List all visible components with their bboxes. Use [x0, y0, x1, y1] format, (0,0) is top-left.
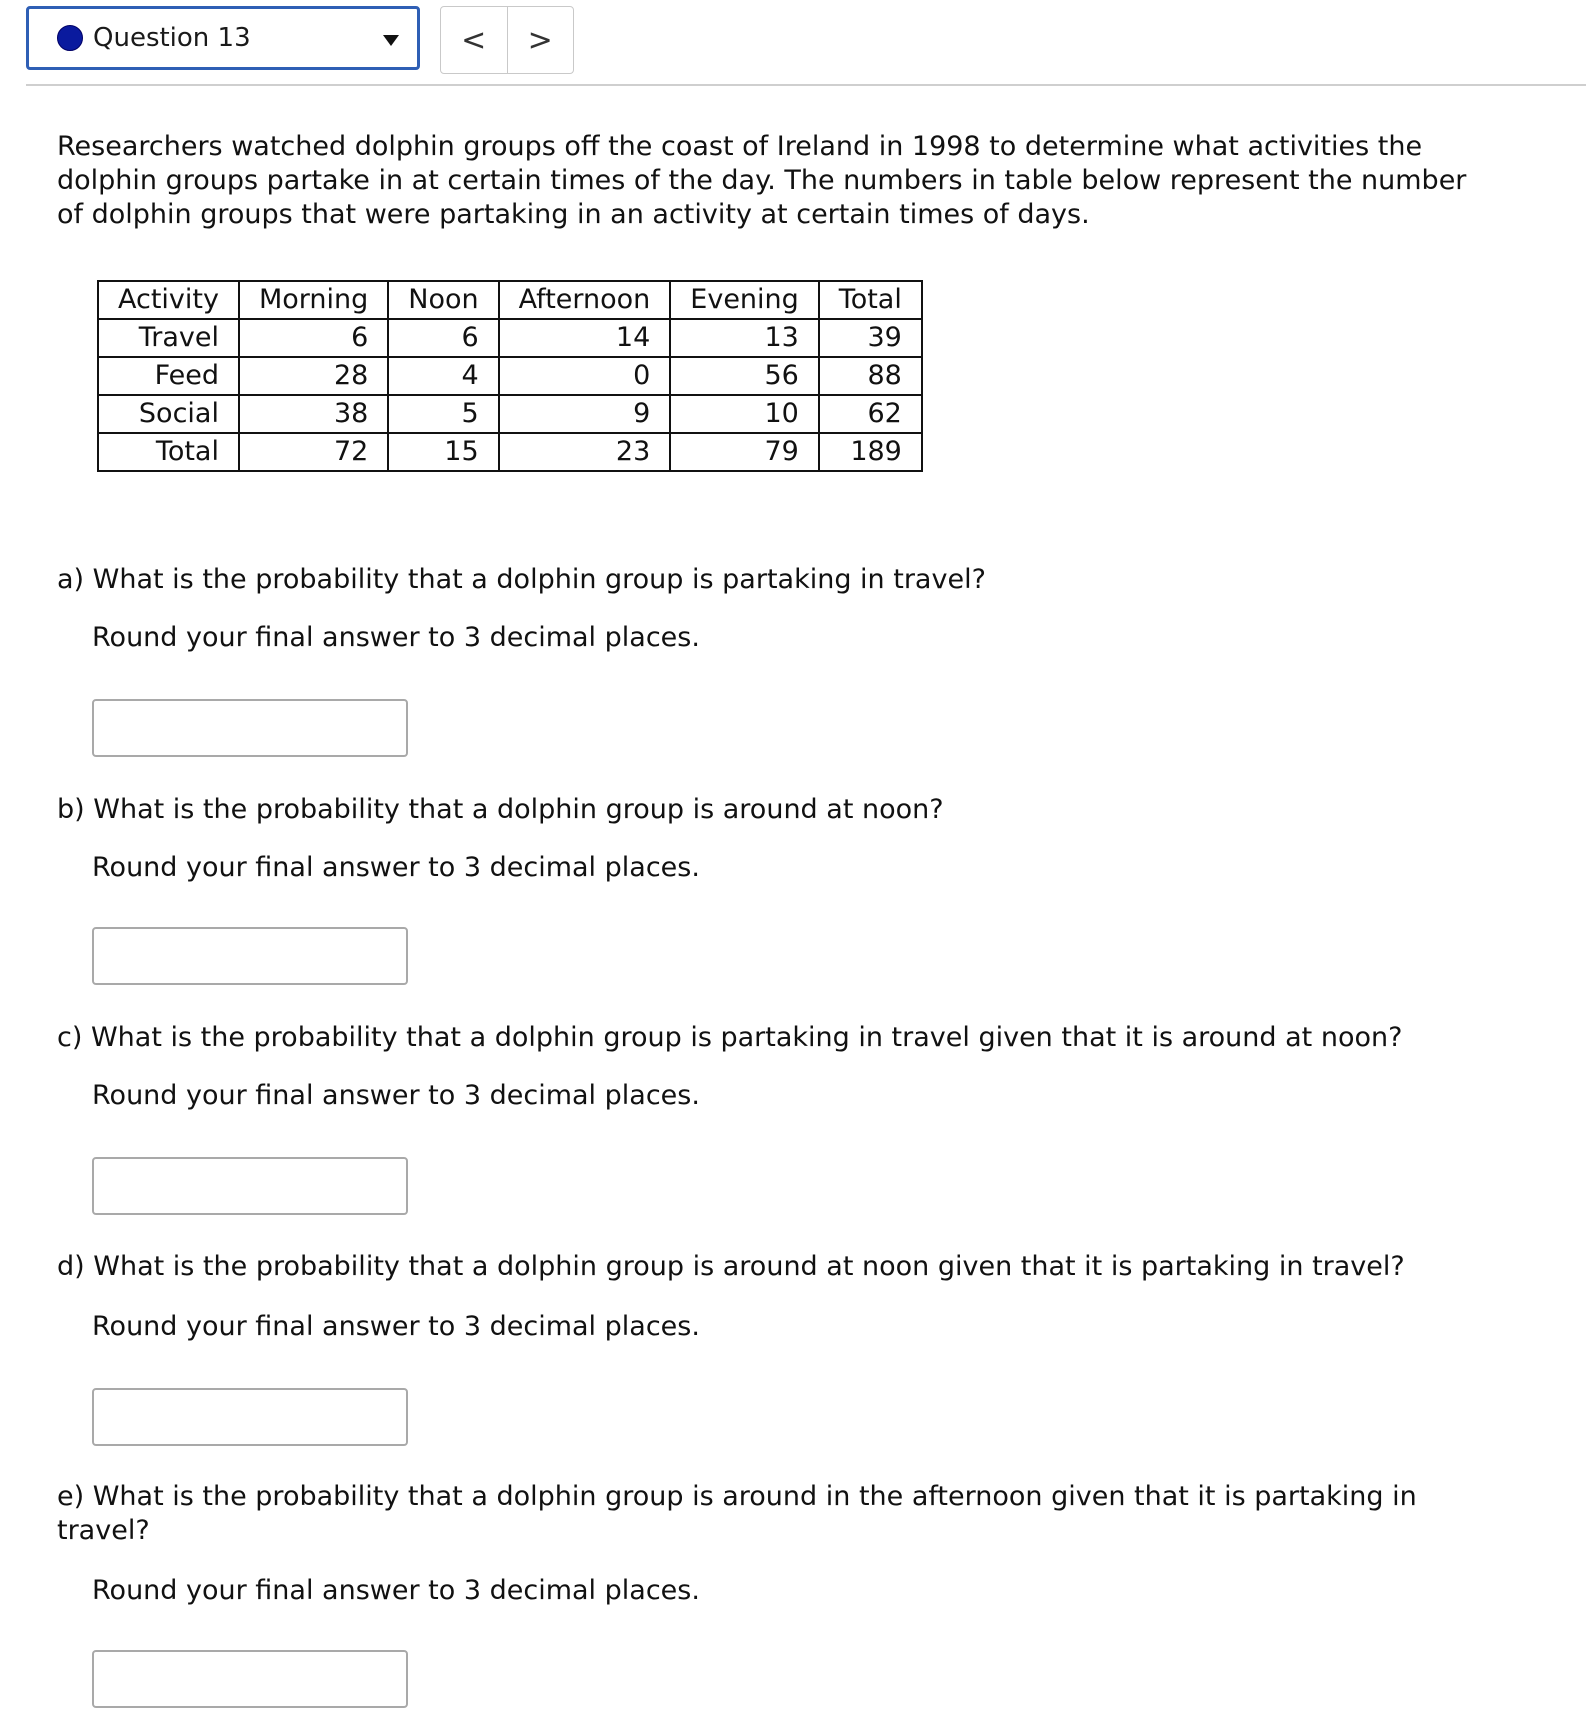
table-cell: 4: [388, 357, 498, 395]
table-cell: 23: [499, 433, 671, 471]
question-selector[interactable]: [26, 6, 420, 70]
table-header-cell: Evening: [670, 281, 819, 319]
question-a-text: a) What is the probability that a dolphin group is partaking in travel?: [57, 564, 986, 595]
question-header: [26, 6, 1586, 86]
question-c-instruction: Round your final answer to 3 decimal places.: [92, 1080, 700, 1111]
table-cell: 38: [239, 395, 388, 433]
table-header-cell: Total: [819, 281, 922, 319]
table-cell: 62: [819, 395, 922, 433]
question-d-text: d) What is the probability that a dolphin group is around at noon given that it is partaking in travel?: [57, 1251, 1405, 1282]
question-e-instruction: Round your final answer to 3 decimal places.: [92, 1575, 700, 1606]
table-cell: Travel: [98, 319, 239, 357]
table-cell: Total: [98, 433, 239, 471]
question-nav: [440, 6, 574, 74]
question-e: [57, 1480, 1537, 1608]
question-intro: Researchers watched dolphin groups off the coast of Ireland in 1998 to determine what activities the dolphin groups partake in at certain times of the day. The numbers in table below represent the number of dolphin groups that were partaking in an activity at certain times of days.: [57, 131, 1467, 230]
table-cell: 189: [819, 433, 922, 471]
table-cell: 88: [819, 357, 922, 395]
table-cell: 9: [499, 395, 671, 433]
table-header-cell: Morning: [239, 281, 388, 319]
answer-input-b[interactable]: [92, 927, 408, 985]
question-b-instruction: Round your final answer to 3 decimal places.: [92, 852, 700, 883]
question-content: [57, 130, 1537, 1606]
question-c: [57, 1021, 1537, 1113]
table-header-row: [98, 281, 922, 319]
table-cell: 79: [670, 433, 819, 471]
table-cell: 15: [388, 433, 498, 471]
table-header-cell: Activity: [98, 281, 239, 319]
table-cell: Social: [98, 395, 239, 433]
table-cell: 10: [670, 395, 819, 433]
question-d: [57, 1250, 1537, 1344]
table-cell: 39: [819, 319, 922, 357]
table-cell: 72: [239, 433, 388, 471]
question-c-text: c) What is the probability that a dolphin group is partaking in travel given that it is around at noon?: [57, 1022, 1403, 1053]
question-a-instruction: Round your final answer to 3 decimal places.: [92, 622, 700, 653]
table-row: [98, 395, 922, 433]
question-e-text: e) What is the probability that a dolphin group is around in the afternoon given that it is partaking in travel?: [57, 1481, 1417, 1546]
table-cell: 0: [499, 357, 671, 395]
header-divider: [26, 84, 1586, 86]
answer-input-e[interactable]: [92, 1650, 408, 1708]
table-row: [98, 319, 922, 357]
table-cell: 56: [670, 357, 819, 395]
table-header-cell: Noon: [388, 281, 498, 319]
table-cell: 13: [670, 319, 819, 357]
table-cell: 14: [499, 319, 671, 357]
status-dot-icon: [57, 25, 83, 51]
table-cell: 6: [388, 319, 498, 357]
question-a: [57, 563, 1537, 655]
table-cell: 5: [388, 395, 498, 433]
question-d-instruction: Round your final answer to 3 decimal places.: [92, 1311, 700, 1342]
answer-input-d[interactable]: [92, 1388, 408, 1446]
question-b-text: b) What is the probability that a dolphin group is around at noon?: [57, 794, 944, 825]
table-cell: Feed: [98, 357, 239, 395]
table-row: [98, 433, 922, 471]
table-cell: 6: [239, 319, 388, 357]
question-label: Question 13: [93, 23, 251, 53]
next-question-button[interactable]: >: [527, 22, 553, 58]
answer-input-a[interactable]: [92, 699, 408, 757]
prev-question-button[interactable]: <: [441, 7, 508, 73]
data-table: [97, 280, 923, 472]
question-b: [57, 793, 1537, 885]
table-header-cell: Afternoon: [499, 281, 671, 319]
table-row: [98, 357, 922, 395]
answer-input-c[interactable]: [92, 1157, 408, 1215]
table-cell: 28: [239, 357, 388, 395]
dropdown-caret-icon: [383, 35, 399, 46]
